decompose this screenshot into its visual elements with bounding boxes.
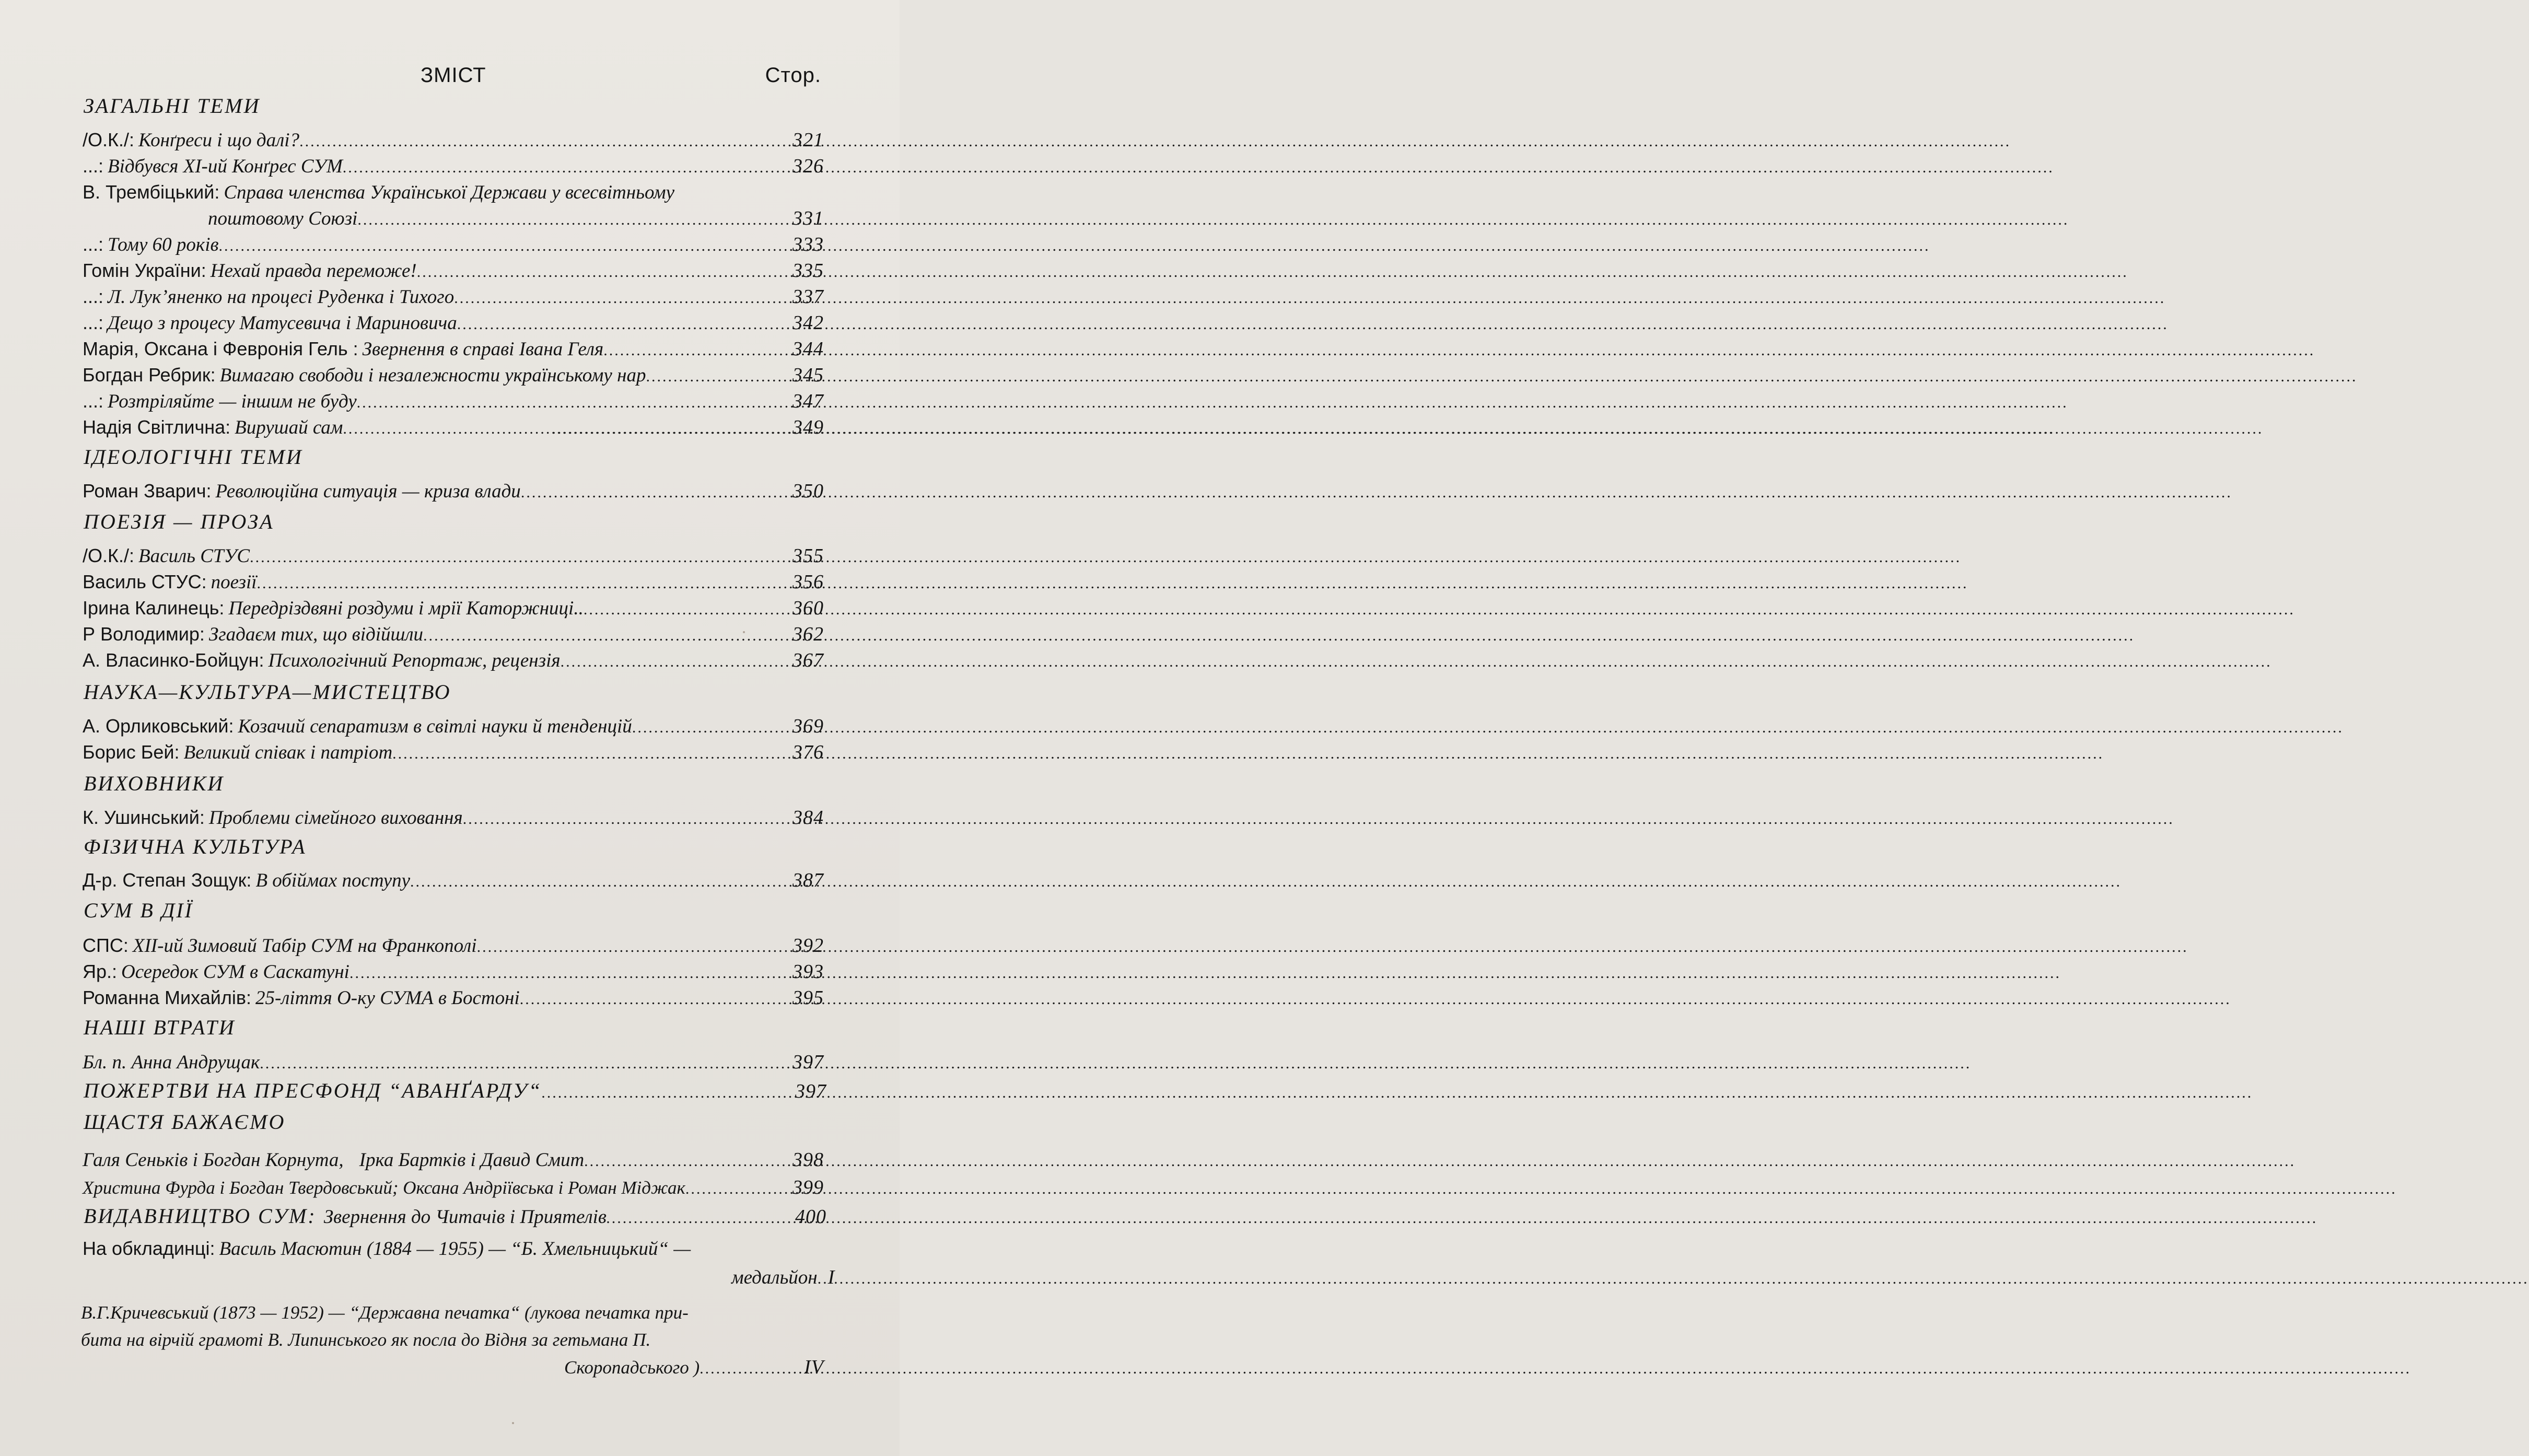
toc-entry[interactable] — [83, 595, 824, 621]
toc-entry[interactable] — [83, 336, 824, 362]
toc-entry[interactable] — [83, 621, 824, 647]
paper-speck — [512, 1422, 514, 1424]
entry-author: Марія, Оксана і Февронія Гель : — [83, 338, 358, 359]
entry-page: 345 — [793, 364, 824, 386]
entry-page: 337 — [793, 286, 824, 308]
entry-title: Психологічний Репортаж, рецензія — [268, 650, 561, 671]
entry-title: Нехай правда переможе! — [210, 260, 417, 282]
entry-author: Д-р. Степан Зощук: — [83, 869, 252, 891]
section-heading-with-page[interactable] — [84, 1204, 826, 1228]
toc-entry[interactable] — [83, 933, 824, 959]
toc-entry[interactable] — [83, 284, 824, 310]
entry-page: 397 — [793, 1051, 824, 1073]
toc-entry[interactable] — [83, 127, 824, 153]
toc-entry[interactable] — [83, 1174, 824, 1201]
entry-author: Ірина Калинець: — [83, 597, 225, 619]
entry-page: 398 — [793, 1149, 824, 1171]
leader-dots — [607, 1206, 795, 1230]
leader-dots — [818, 1266, 828, 1292]
entry-author: Р Володимир: — [83, 623, 205, 645]
toc-entry-continuation[interactable] — [208, 205, 824, 231]
entry-title: Ірка Бартків і Давид Смит — [359, 1149, 585, 1171]
entry-title: поезії — [211, 572, 257, 593]
footnote-line: бита на вірчій грамоті В. Липинського як посла до Відня за гетьмана П. — [81, 1330, 651, 1350]
leader-dots — [584, 597, 793, 623]
section-heading: НАШІ ВТРАТИ — [84, 1016, 236, 1039]
entry-page: 384 — [793, 807, 824, 829]
toc-entry[interactable] — [83, 231, 824, 258]
leader-dots — [423, 623, 793, 649]
leader-dots — [417, 259, 793, 285]
leader-dots — [343, 155, 793, 181]
leader-dots — [410, 869, 793, 895]
toc-entry[interactable] — [83, 985, 824, 1011]
entry-title-continued: поштовому Союзі — [208, 208, 358, 229]
entry-title: Вирушай сам — [235, 417, 343, 438]
leader-dots — [463, 806, 793, 832]
toc-entry[interactable] — [83, 478, 824, 504]
entry-page: 397 — [795, 1080, 826, 1102]
section-heading: ФІЗИЧНА КУЛЬТУРА — [84, 835, 307, 858]
entry-title: Христина Фурда і Богдан Твердовський; Оксана Андріївська і Роман Міджак — [83, 1178, 685, 1198]
footnote-continuation[interactable] — [564, 1354, 824, 1380]
leader-dots — [700, 1356, 804, 1382]
entry-author: Василь СТУС: — [83, 571, 207, 592]
entry-title: Л. Лук’яненко на процесі Руденка і Тихого — [108, 286, 454, 308]
entry-title: Василь СТУС — [138, 545, 250, 567]
entry-title: Звернення в справі Івана Геля — [362, 339, 604, 360]
toc-entry[interactable] — [83, 414, 824, 440]
leader-dots — [343, 416, 520, 442]
entry-author: А. Орликовський: — [83, 715, 234, 737]
entry-title: Відбувся XI-ий Конґрес СУМ — [108, 156, 343, 177]
entry-page: 360 — [793, 597, 824, 619]
entry-author: ...: — [83, 312, 104, 333]
toc-entry[interactable] — [83, 1147, 824, 1173]
leader-dots — [646, 364, 793, 390]
entry-title: Вимагаю свободи і незалежности українському нар — [219, 365, 646, 386]
entry-page: IV — [804, 1356, 824, 1378]
leader-dots — [521, 480, 793, 506]
section-heading: ЗАГАЛЬНІ ТЕМИ — [84, 94, 261, 118]
toc-entry[interactable] — [83, 647, 824, 673]
entry-author: /О.К./: — [83, 545, 134, 566]
entry-title: Проблеми сімейного виховання — [208, 807, 463, 829]
entry-page: 326 — [793, 155, 824, 177]
entry-title: Галя Сеньків і Богдан Корнута, — [83, 1149, 344, 1171]
entry-author: Роман Зварич: — [83, 480, 212, 502]
toc-entry[interactable] — [83, 713, 824, 739]
contents-page — [0, 0, 900, 1456]
toc-entry[interactable] — [83, 388, 824, 414]
entry-page: I — [828, 1266, 835, 1288]
footnote-line: В.Г.Кричевський (1873 — 1952) — “Державна печатка“ (лукова печатка при- — [81, 1302, 689, 1323]
entry-page: 399 — [793, 1177, 824, 1198]
entry-page: 344 — [793, 338, 824, 360]
leader-dots — [349, 960, 793, 986]
cover-text: Василь Масютин (1884 — 1955) — “Б. Хмельницький“ — — [219, 1238, 691, 1260]
entry-title: Згадаєм тих, що відійшли — [208, 624, 424, 645]
entry-author: В. Трембіцький: — [83, 181, 220, 203]
entry-page: 400 — [795, 1206, 826, 1228]
leader-dots — [260, 1051, 793, 1077]
entry-author: Богдан Ребрик: — [83, 364, 216, 386]
entry-title: Революційна ситуація — криза влади — [215, 481, 521, 502]
leader-dots — [299, 129, 793, 155]
entry-page: 350 — [793, 480, 824, 502]
toc-entry[interactable] — [83, 739, 824, 765]
entry-page: 347 — [793, 390, 824, 412]
entry-title: Дещо з процесу Матусевича і Мариновича — [108, 312, 457, 334]
entry-author: ...: — [83, 390, 104, 412]
entry-page: 342 — [793, 312, 824, 334]
entry-author: Яр.: — [83, 961, 118, 982]
entry-author: ...: — [83, 155, 104, 177]
entry-title: Передріздвяні роздуми і мрії Каторжниці.. — [228, 598, 584, 619]
entry-title: Справа членства Української Держави у всесвітньому — [224, 182, 675, 203]
entry-page: 376 — [793, 741, 824, 763]
entry-author: /О.К./: — [83, 129, 134, 150]
entry-page: 335 — [793, 260, 824, 282]
cover-label: На обкладинці: — [83, 1238, 215, 1259]
leader-dots — [219, 233, 793, 259]
entry-title: Конґреси і що далі? — [138, 130, 300, 151]
entry-author: Романна Михайлів: — [83, 987, 251, 1008]
section-heading: НАУКА—КУЛЬТУРА—МИСТЕЦТВО — [84, 680, 451, 704]
entry-page: 362 — [793, 623, 824, 645]
toc-entry[interactable] — [83, 959, 824, 985]
entry-page: 321 — [793, 129, 824, 151]
entry-author: К. Ушинський: — [83, 807, 205, 828]
entry-title: Розтріляйте — іншим не буду — [108, 391, 357, 412]
entry-author: Борис Бей: — [83, 741, 180, 763]
entry-page: 393 — [793, 961, 824, 983]
leader-dots — [257, 570, 793, 597]
toc-entry[interactable] — [83, 1049, 824, 1075]
entry-page: 367 — [793, 649, 824, 671]
cover-text-continued: медальйон — [731, 1267, 818, 1288]
toc-entry[interactable] — [83, 179, 824, 205]
leader-dots — [584, 1148, 793, 1174]
leader-dots — [357, 390, 793, 416]
entry-page: 356 — [793, 571, 824, 593]
entry-title: Звернення до Читачів і Приятелів — [323, 1206, 607, 1228]
cover-note — [83, 1236, 824, 1262]
entry-title: Бл. п. Анна Андрущак — [83, 1052, 260, 1073]
leader-dots — [250, 544, 793, 570]
leader-dots — [357, 207, 793, 233]
entry-title: В обіймах поступу — [255, 870, 411, 891]
entry-page: 333 — [793, 234, 824, 255]
entry-author: А. Власинко-Бойцун: — [83, 649, 264, 671]
leader-dots — [552, 416, 793, 442]
toc-entry[interactable] — [83, 310, 824, 336]
entry-title: 25-ліття О-ку СУМА в Бостоні — [255, 987, 520, 1009]
entry-page: 349 — [793, 416, 824, 438]
leader-dots — [457, 311, 793, 337]
toc-entry[interactable] — [83, 805, 824, 831]
page-column-label: Стор. — [765, 64, 821, 87]
section-heading: ВИДАВНИЦТВО СУМ: — [84, 1204, 317, 1228]
section-heading: ПОЕЗІЯ — ПРОЗА — [84, 510, 274, 533]
section-heading: ВИХОВНИКИ — [84, 772, 225, 795]
leader-dots — [603, 337, 793, 364]
leader-dots — [561, 649, 793, 675]
toc-entry[interactable] — [83, 867, 824, 893]
contents-title: ЗМІСТ — [421, 64, 486, 87]
section-heading: СУМ В ДІЇ — [84, 899, 193, 922]
section-heading-with-page[interactable] — [84, 1079, 826, 1103]
entry-page: 331 — [793, 207, 824, 229]
leader-dots — [685, 1176, 793, 1202]
leader-dots — [542, 1081, 795, 1105]
entry-author: ...: — [83, 234, 104, 255]
toc-entry[interactable] — [83, 362, 824, 388]
entry-title: Тому 60 років — [108, 234, 219, 255]
entry-title: Осередок СУМ в Саскатуні — [121, 961, 349, 983]
footnote-line: Скоропадського ) — [564, 1357, 700, 1378]
toc-entry[interactable] — [83, 543, 824, 569]
entry-author: СПС: — [83, 935, 129, 956]
cover-note-continuation[interactable] — [731, 1264, 835, 1290]
leader-dots — [454, 285, 793, 311]
entry-page: 395 — [793, 987, 824, 1009]
entry-page: 392 — [793, 935, 824, 957]
paper-speck — [743, 631, 745, 633]
leader-dots — [520, 986, 793, 1012]
entry-title: Козачий сепаратизм в світлі науки й тенденцій — [238, 716, 632, 737]
leader-dots — [632, 715, 793, 741]
leader-dots — [392, 741, 793, 767]
toc-entry[interactable] — [83, 258, 824, 284]
entry-title: XII-ий Зимовий Табір СУМ на Франкополі — [132, 935, 477, 957]
entry-title: Великий співак і патріот — [183, 742, 393, 763]
entry-page: 355 — [793, 545, 824, 567]
entry-author: Надія Світлична: — [83, 416, 231, 438]
entry-page: 369 — [793, 715, 824, 737]
leader-dots — [477, 934, 793, 960]
section-heading: ЩАСТЯ БАЖАЄМО — [84, 1110, 286, 1134]
toc-entry[interactable] — [83, 569, 824, 595]
section-heading: ІДЕОЛОГІЧНІ ТЕМИ — [84, 445, 303, 469]
entry-author: Гомін України: — [83, 260, 206, 281]
entry-author: ...: — [83, 286, 104, 307]
toc-entry[interactable] — [83, 153, 824, 179]
entry-page: 387 — [793, 869, 824, 891]
section-heading: ПОЖЕРТВИ НА ПРЕСФОНД “АВАНҐАРДУ“ — [84, 1079, 542, 1102]
